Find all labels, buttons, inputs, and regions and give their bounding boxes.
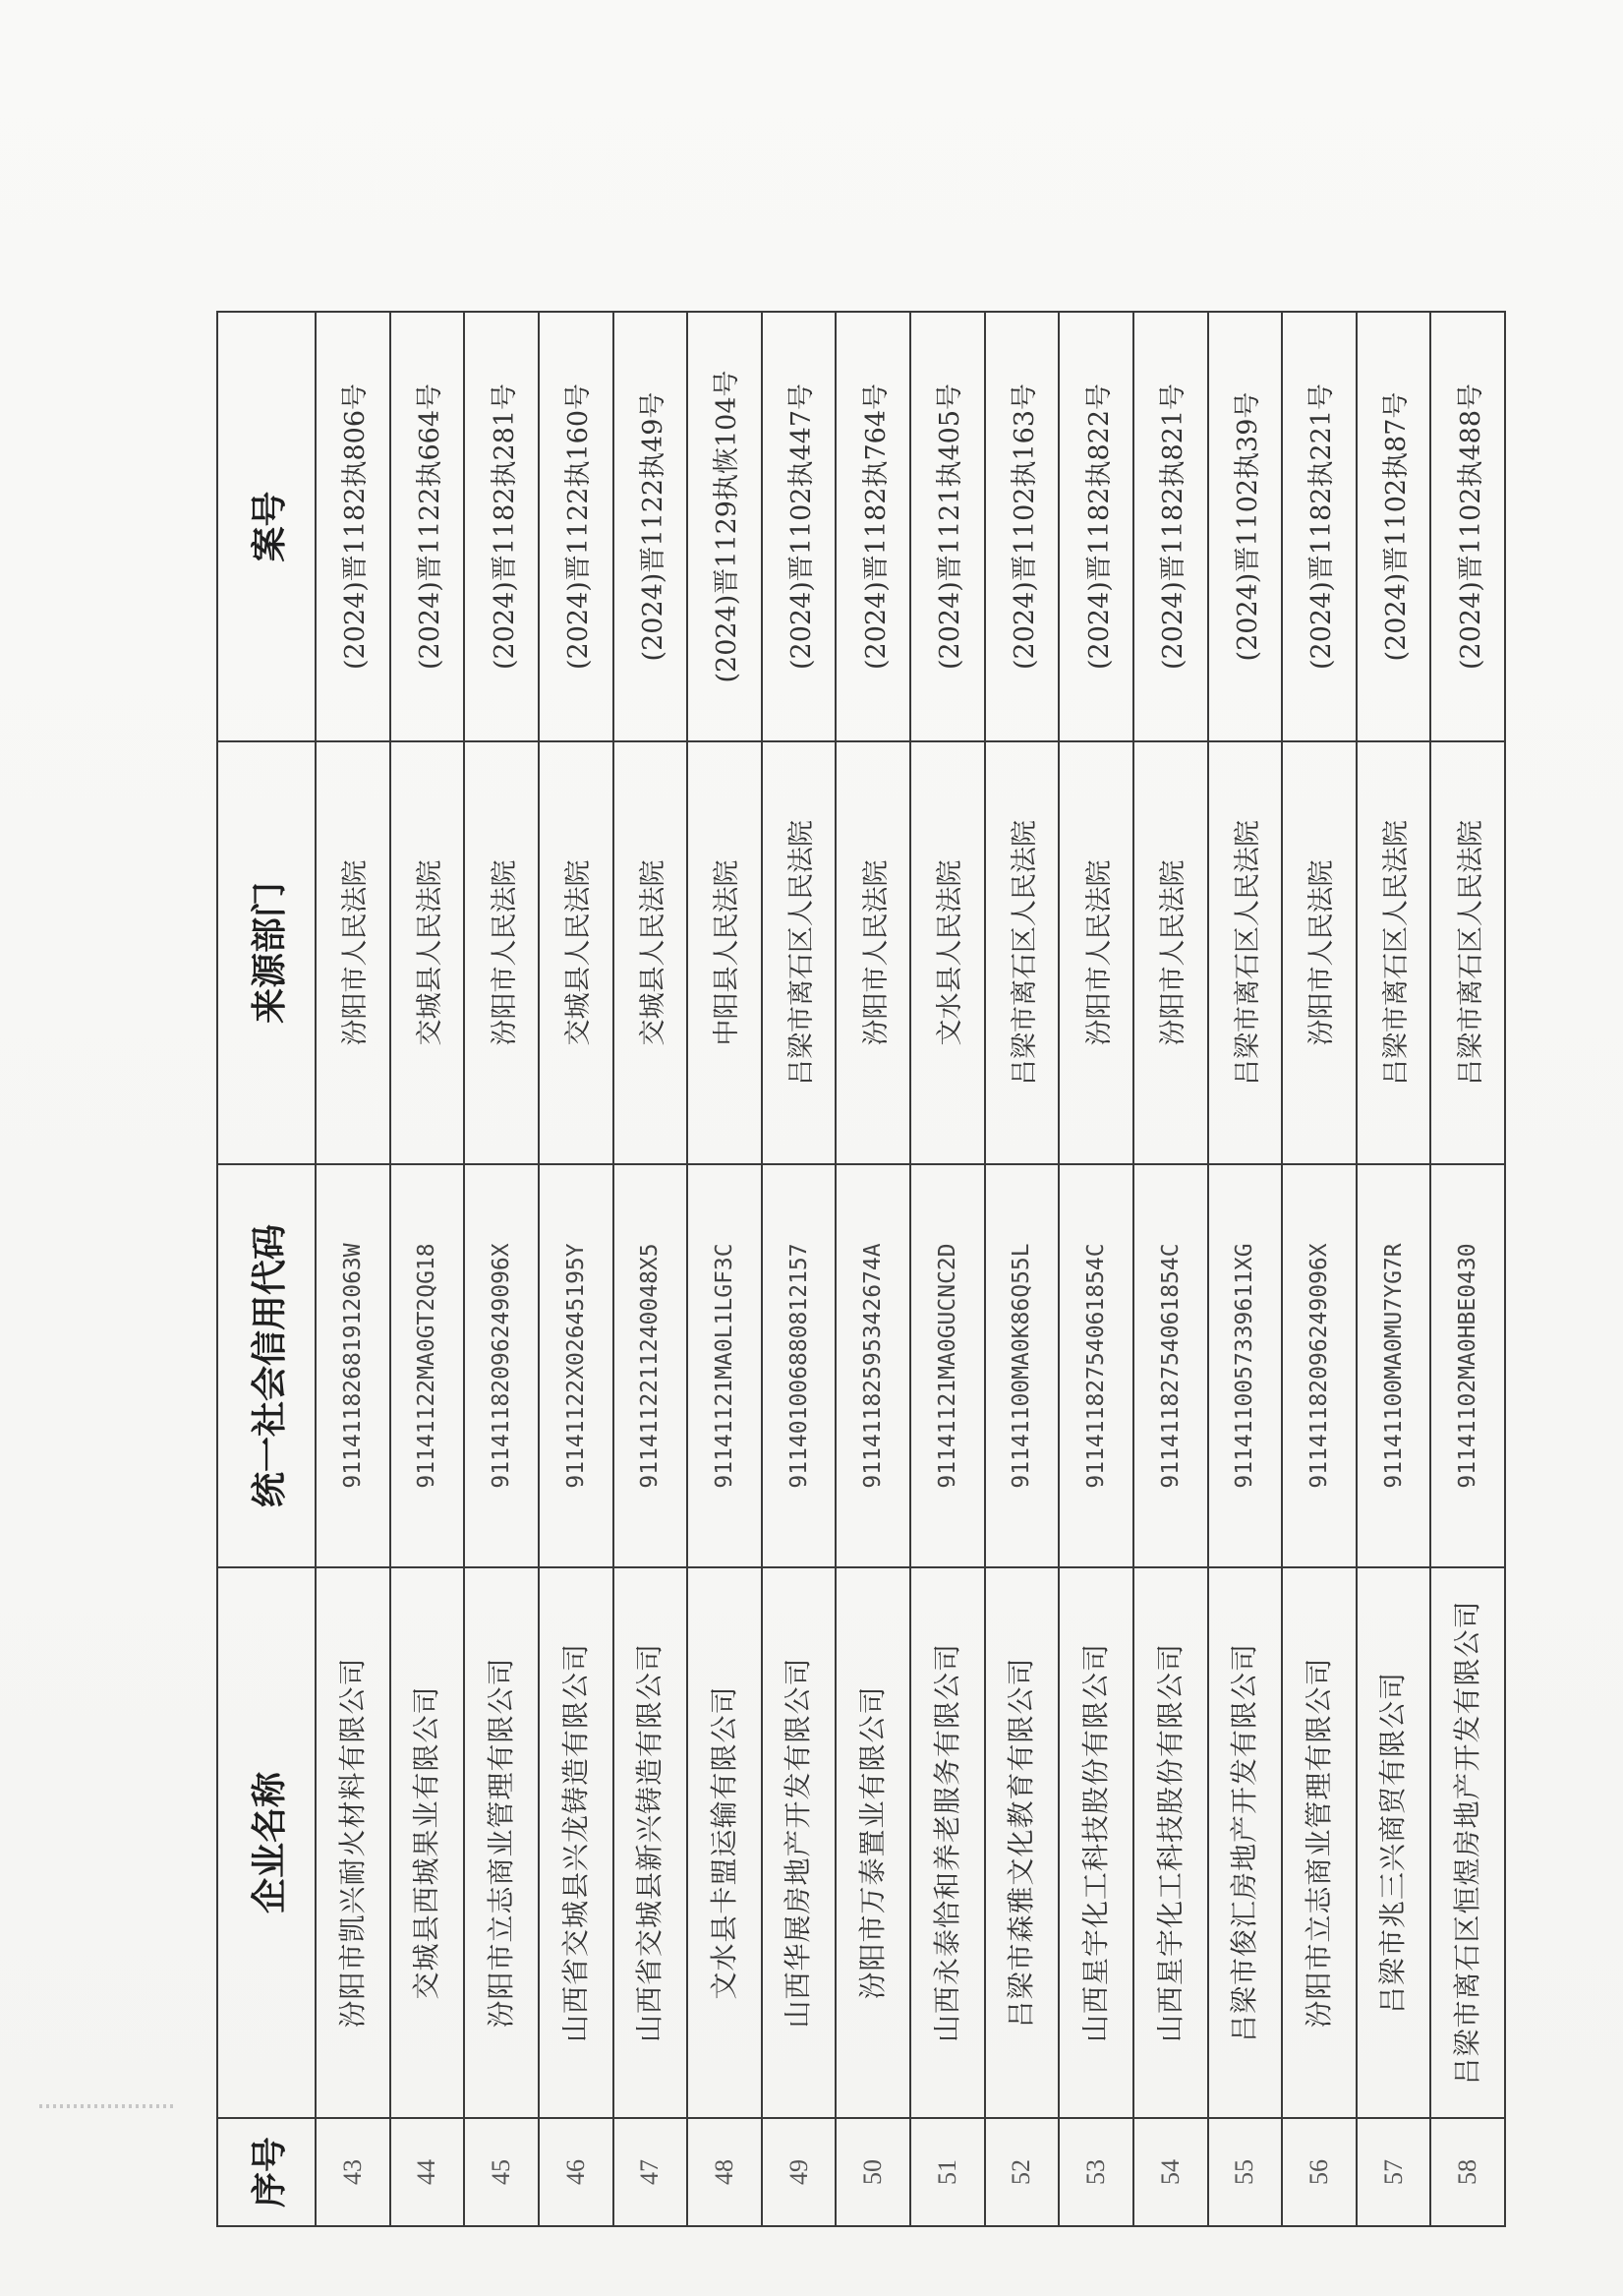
case-number-cell: (2024)晋1102执39号 — [1208, 312, 1283, 741]
serial-cell: 57 — [1357, 2118, 1431, 2226]
credit-code-cell: 91141182681912063W — [316, 1164, 390, 1567]
company-name-cell: 吕梁市离石区恒煜房地产开发有限公司 — [1430, 1567, 1505, 2118]
source-department-cell: 汾阳市人民法院 — [1059, 741, 1133, 1164]
header-company-name: 企业名称 — [217, 1567, 316, 2118]
credit-code-cell: 911401006880812157 — [762, 1164, 837, 1567]
credit-code-cell: 91141100MA0MU7YG7R — [1357, 1164, 1431, 1567]
serial-cell: 49 — [762, 2118, 837, 2226]
company-name-cell: 山西省交城县新兴铸造有限公司 — [613, 1567, 688, 2118]
case-number-cell: (2024)晋1182执221号 — [1282, 312, 1357, 741]
company-name-cell: 山西华展房地产开发有限公司 — [762, 1567, 837, 2118]
company-name-cell: 汾阳市万泰置业有限公司 — [836, 1567, 910, 2118]
company-name-cell: 吕梁市兆三兴商贸有限公司 — [1357, 1567, 1431, 2118]
table-row — [1430, 312, 1505, 2226]
serial-cell: 43 — [316, 2118, 390, 2226]
credit-code-cell: 9114110057339611XG — [1208, 1164, 1283, 1567]
company-name-cell: 山西永泰恰和养老服务有限公司 — [910, 1567, 985, 2118]
table-row — [1282, 312, 1357, 2226]
serial-cell: 46 — [539, 2118, 613, 2226]
source-department-cell: 吕梁市离石区人民法院 — [1208, 741, 1283, 1164]
table-row — [1133, 312, 1208, 2226]
serial-cell: 52 — [985, 2118, 1060, 2226]
table-row — [910, 312, 985, 2226]
header-serial: 序号 — [217, 2118, 316, 2226]
credit-code-cell: 91141182754061854C — [1059, 1164, 1133, 1567]
company-name-cell: 山西星宇化工科技股份有限公司 — [1059, 1567, 1133, 2118]
credit-code-cell: 91141122MA0GT2QG18 — [390, 1164, 465, 1567]
serial-cell: 53 — [1059, 2118, 1133, 2226]
company-name-cell: 吕梁市俊汇房地产开发有限公司 — [1208, 1567, 1283, 2118]
serial-cell: 54 — [1133, 2118, 1208, 2226]
serial-cell: 55 — [1208, 2118, 1283, 2226]
header-case-number: 案号 — [217, 312, 316, 741]
credit-code-cell: 91141121MA0L1LGF3C — [687, 1164, 762, 1567]
serial-cell: 48 — [687, 2118, 762, 2226]
source-department-cell: 汾阳市人民法院 — [316, 741, 390, 1164]
table-row — [316, 312, 390, 2226]
source-department-cell: 吕梁市离石区人民法院 — [985, 741, 1060, 1164]
source-department-cell: 汾阳市人民法院 — [836, 741, 910, 1164]
company-name-cell: 吕梁市森雅文化教育有限公司 — [985, 1567, 1060, 2118]
case-number-cell: (2024)晋1122执160号 — [539, 312, 613, 741]
case-number-cell: (2024)晋1182执764号 — [836, 312, 910, 741]
table-row — [836, 312, 910, 2226]
credit-code-cell: 91141182096249096X — [464, 1164, 539, 1567]
table-row — [985, 312, 1060, 2226]
table-row — [1208, 312, 1283, 2226]
source-department-cell: 吕梁市离石区人民法院 — [762, 741, 837, 1164]
company-name-cell: 汾阳市立志商业管理有限公司 — [464, 1567, 539, 2118]
serial-cell: 51 — [910, 2118, 985, 2226]
rotated-sheet — [216, 313, 1504, 2227]
case-number-cell: (2024)晋1182执822号 — [1059, 312, 1133, 741]
case-number-cell: (2024)晋1182执821号 — [1133, 312, 1208, 741]
source-department-cell: 汾阳市人民法院 — [1133, 741, 1208, 1164]
company-name-cell: 文水县卡盟运输有限公司 — [687, 1567, 762, 2118]
serial-cell: 45 — [464, 2118, 539, 2226]
source-department-cell: 交城县人民法院 — [390, 741, 465, 1164]
table-row — [687, 312, 762, 2226]
table-row — [762, 312, 837, 2226]
credit-code-cell: 9114112211240048X5 — [613, 1164, 688, 1567]
company-name-cell: 山西省交城县兴龙铸造有限公司 — [539, 1567, 613, 2118]
company-name-cell: 汾阳市立志商业管理有限公司 — [1282, 1567, 1357, 2118]
company-name-cell: 山西星宇化工科技股份有限公司 — [1133, 1567, 1208, 2118]
credit-code-cell: 91141102MA0HBE0430 — [1430, 1164, 1505, 1567]
serial-cell: 47 — [613, 2118, 688, 2226]
credit-code-cell: 91141182096249096X — [1282, 1164, 1357, 1567]
case-number-cell: (2024)晋1102执87号 — [1357, 312, 1431, 741]
header-source-department: 来源部门 — [217, 741, 316, 1164]
case-number-cell: (2024)晋1129执恢104号 — [687, 312, 762, 741]
source-department-cell: 汾阳市人民法院 — [464, 741, 539, 1164]
source-department-cell: 吕梁市离石区人民法院 — [1357, 741, 1431, 1164]
serial-cell: 44 — [390, 2118, 465, 2226]
table-row — [539, 312, 613, 2226]
case-number-cell: (2024)晋1102执447号 — [762, 312, 837, 741]
case-number-cell: (2024)晋1121执405号 — [910, 312, 985, 741]
sheet-inner — [216, 313, 1504, 2227]
table-row — [613, 312, 688, 2226]
table-row — [464, 312, 539, 2226]
company-name-cell: 交城县西城果业有限公司 — [390, 1567, 465, 2118]
case-number-cell: (2024)晋1102执488号 — [1430, 312, 1505, 741]
table-header-row — [217, 312, 316, 2226]
credit-code-cell: 91141182754061854C — [1133, 1164, 1208, 1567]
scan-artifact — [39, 2104, 177, 2108]
credit-code-cell: 91141182595342674A — [836, 1164, 910, 1567]
case-number-cell: (2024)晋1122执664号 — [390, 312, 465, 741]
table-row — [1059, 312, 1133, 2226]
source-department-cell: 交城县人民法院 — [613, 741, 688, 1164]
company-name-cell: 汾阳市凯兴耐火材料有限公司 — [316, 1567, 390, 2118]
case-number-cell: (2024)晋1182执281号 — [464, 312, 539, 741]
source-department-cell: 文水县人民法院 — [910, 741, 985, 1164]
source-department-cell: 吕梁市离石区人民法院 — [1430, 741, 1505, 1164]
enterprise-table — [216, 311, 1506, 2227]
credit-code-cell: 91141121MA0GUCNC2D — [910, 1164, 985, 1567]
source-department-cell: 交城县人民法院 — [539, 741, 613, 1164]
case-number-cell: (2024)晋1122执49号 — [613, 312, 688, 741]
credit-code-cell: 91141122X02645195Y — [539, 1164, 613, 1567]
source-department-cell: 汾阳市人民法院 — [1282, 741, 1357, 1164]
serial-cell: 50 — [836, 2118, 910, 2226]
table-row — [1357, 312, 1431, 2226]
credit-code-cell: 91141100MA0K86Q55L — [985, 1164, 1060, 1567]
source-department-cell: 中阳县人民法院 — [687, 741, 762, 1164]
header-credit-code: 统一社会信用代码 — [217, 1164, 316, 1567]
serial-cell: 56 — [1282, 2118, 1357, 2226]
table-row — [390, 312, 465, 2226]
case-number-cell: (2024)晋1102执163号 — [985, 312, 1060, 741]
case-number-cell: (2024)晋1182执806号 — [316, 312, 390, 741]
serial-cell: 58 — [1430, 2118, 1505, 2226]
